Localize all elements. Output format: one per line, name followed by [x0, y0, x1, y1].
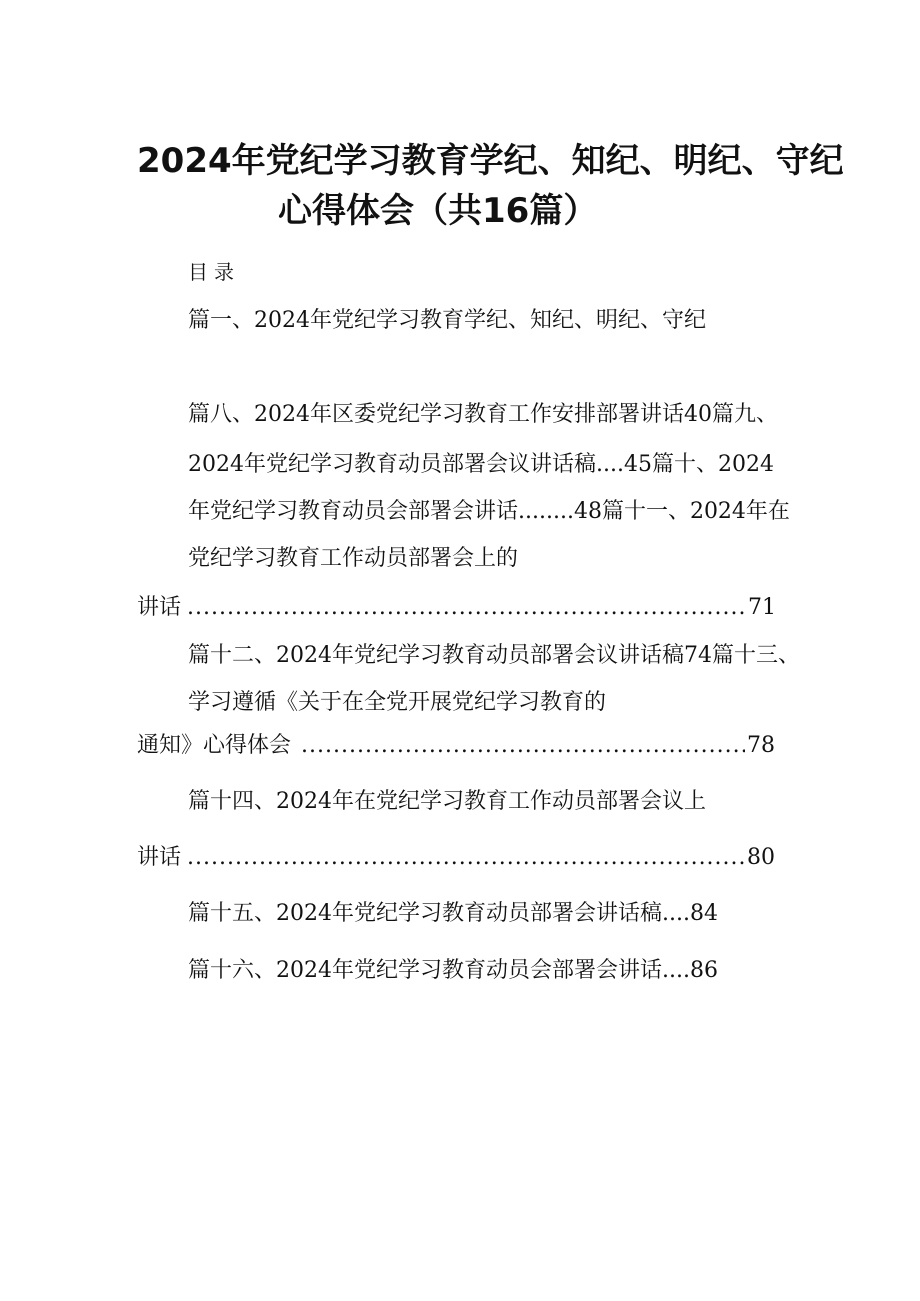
page-number: 78: [747, 733, 775, 758]
toc-entry-14: 篇十四、2024年在党纪学习教育工作动员部署会议上: [188, 789, 706, 814]
page-number: 71: [748, 595, 776, 620]
toc-entry-11-tail: 讲话: [137, 595, 182, 620]
document-title-line-1: 2024年党纪学习教育学纪、知纪、明纪、守纪: [137, 141, 844, 181]
toc-entry-15: 篇十五、2024年党纪学习教育动员部署会讲话稿....84: [188, 901, 718, 926]
toc-entry-11-cont: 党纪学习教育工作动员部署会上的: [188, 546, 519, 571]
toc-entry-12: 篇十二、2024年党纪学习教育动员部署会议讲话稿74篇十三、: [188, 643, 800, 668]
toc-entry-16: 篇十六、2024年党纪学习教育动员会部署会讲话....86: [188, 958, 718, 983]
toc-entry-13: 学习遵循《关于在全党开展党纪学习教育的: [188, 690, 607, 715]
document-title-line-2: 心得体会（共16篇）: [278, 191, 598, 231]
toc-entry-10: 年党纪学习教育动员会部署会讲话........48篇十一、2024年在: [188, 499, 790, 524]
toc-entry-13-tail: 通知》心得体会: [137, 733, 292, 758]
toc-entry-8: 篇八、2024年区委党纪学习教育工作安排部署讲话40篇九、: [188, 402, 778, 427]
leader-dots: [301, 731, 745, 761]
toc-entry-14-tail: 讲话: [137, 845, 182, 870]
leader-dots: [187, 843, 745, 873]
toc-entry-9: 2024年党纪学习教育动员部署会议讲话稿....45篇十、2024: [188, 452, 774, 477]
toc-heading: 目录: [188, 260, 240, 284]
toc-entry-1: 篇一、2024年党纪学习教育学纪、知纪、明纪、守纪: [188, 308, 706, 333]
page-number: 80: [747, 845, 775, 870]
leader-dots: [187, 593, 745, 623]
